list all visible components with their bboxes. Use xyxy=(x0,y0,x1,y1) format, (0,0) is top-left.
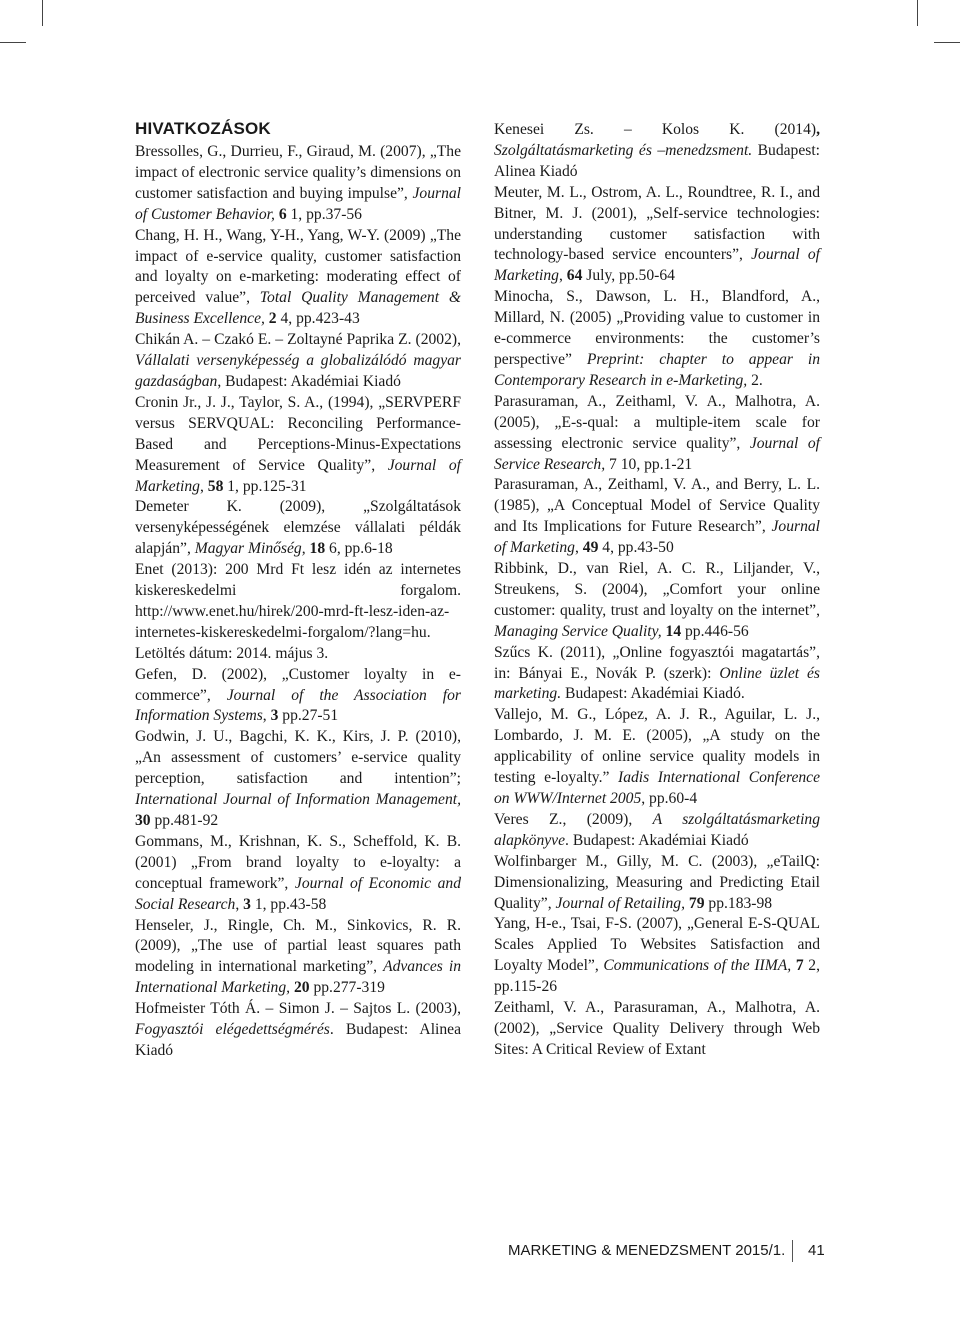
reference-bold-text: 20 xyxy=(293,979,310,997)
reference-italic-text: Journal of Customer Behavior, xyxy=(135,184,461,223)
reference-text: 1, pp.43-58 xyxy=(250,895,327,913)
reference-entry xyxy=(494,392,820,476)
reference-text: , xyxy=(199,477,208,495)
reference-text: Hofmeister Tóth Á. – Simon J. – Sajtos L. (2003), xyxy=(135,1000,461,1018)
reference-italic-text: Managing Service Quality, xyxy=(494,622,662,640)
reference-text: Yang, H-e., Tsai, F-S. (2007), „General E-S-QUAL Scales Applied To Websites Satisfaction and Loyalty Model”, xyxy=(494,915,820,975)
reference-text: 1, pp.125-31 xyxy=(223,477,307,495)
reference-text: 4, pp.423-43 xyxy=(276,310,360,328)
reference-text: , Budapest: Akadémiai Kiadó xyxy=(217,372,401,390)
reference-text: Bressolles, G., Durrieu, F., Giraud, M. (2007), „The impact of electronic service quality’s dimensions on customer satisfaction and buying impulse”, xyxy=(135,143,461,202)
reference-entry xyxy=(494,559,820,643)
reference-italic-text: A szolgáltatásmarketing alapkönyve xyxy=(494,810,820,849)
crop-mark-top-right-horizontal xyxy=(934,42,960,43)
reference-text: pp.446-56 xyxy=(681,622,749,640)
reference-text: Zeithaml, V. A., Parasuraman, A., Malhotra, A. (2002), „Service Quality Delivery through Web Sites: A Critical Review of Extant xyxy=(494,999,820,1058)
reference-text: , xyxy=(262,707,271,725)
reference-text: Demeter K. (2009), „Szolgáltatások versenyképességének elemzése vállalati példák alapján”, xyxy=(135,498,461,558)
reference-entry xyxy=(135,832,461,916)
footer-journal-title: MARKETING & MENEDZSMENT 2015/1. xyxy=(508,1242,786,1259)
reference-entry xyxy=(494,914,820,998)
reference-text: 6, pp.6-18 xyxy=(325,540,393,558)
reference-italic-text: Online üzlet és marketing. xyxy=(494,664,820,703)
references-left-column xyxy=(135,142,461,1062)
reference-text: 2. xyxy=(747,371,763,389)
reference-text: 4, pp.43-50 xyxy=(598,539,674,557)
reference-italic-text: International Journal of Information Management, xyxy=(135,791,461,809)
reference-text: Budapest: Akadémiai Kiadó. xyxy=(561,685,745,703)
reference-text: Ribbink, D., van Riel, A. C. R., Liljander, V., Streukens, S. (2004), „Comfort your online customer: quality, trust and loyalty on the internet”, xyxy=(494,560,820,619)
reference-italic-text: Journal of Marketing xyxy=(494,246,820,285)
reference-italic-text: Journal of Retailing, xyxy=(555,894,686,912)
reference-text: Henseler, J., Ringle, Ch. M., Sinkovics, R. R. (2009), „The use of partial least squares path modeling in international marketing”, xyxy=(135,916,461,976)
reference-bold-text: 58 xyxy=(207,477,224,495)
reference-bold-text: 7 xyxy=(795,957,804,975)
reference-bold-text: 79 xyxy=(688,894,705,912)
reference-entry xyxy=(135,226,461,331)
reference-entry xyxy=(135,727,461,832)
reference-entry xyxy=(135,393,461,498)
reference-entry xyxy=(494,998,820,1061)
reference-text: Parasuraman, A., Zeithaml, V. A., Malhotra, A. (2005), „E-s-qual: a multiple-item scale for assessing electronic service quality”, xyxy=(494,392,820,452)
footer-separator xyxy=(792,1240,793,1262)
reference-entry xyxy=(494,183,820,288)
reference-text: , xyxy=(558,267,567,285)
reference-italic-text: Advances in International Marketing, xyxy=(135,958,461,997)
reference-text: July, pp.50-64 xyxy=(582,267,675,285)
reference-entry xyxy=(135,916,461,1000)
reference-italic-text: Journal of Service Research, xyxy=(494,434,820,473)
reference-italic-text: Journal of the Association for Information Systems xyxy=(135,686,462,725)
reference-text: Minocha, S., Dawson, L. H., Blandford, A., Millard, N. (2005) „Providing value to customer in e-commerce environments: the customer’s perspective” xyxy=(494,288,820,368)
reference-text: , xyxy=(574,539,583,557)
reference-text: pp.183-98 xyxy=(704,894,773,912)
reference-text: . Budapest: Akadémiai Kiadó xyxy=(565,831,749,849)
reference-italic-text: Journal of Marketing xyxy=(494,518,820,557)
reference-italic-text: Szolgáltatásmarketing és –menedzsment. xyxy=(494,141,753,159)
crop-mark-top-left-horizontal xyxy=(0,42,26,43)
reference-text: Wolfinbarger M., Gilly, M. C. (2003), „eTailQ: Dimensionalizing, Measuring and Predicting Etail Quality”, xyxy=(494,852,820,912)
reference-text: Enet (2013): 200 Mrd Ft lesz idén az internetes kiskereskedelmi forgalom. http://www.enet.hu/hirek/200-mrd-ft-lesz-iden-az-internetes-kiskereskedelmi-forgalom/?lang=hu. Letöltés dátum: 2014. május 3. xyxy=(135,561,461,662)
reference-text: Veres Z., (2009), xyxy=(494,810,653,828)
crop-mark-top-left-vertical xyxy=(42,0,43,26)
reference-text: , xyxy=(235,895,244,913)
reference-italic-text: Vállalati versenyképesség a globalizálódó magyar gazdaságban xyxy=(135,352,461,390)
reference-text: 1, pp.37-56 xyxy=(286,205,362,223)
reference-bold-text: 3 xyxy=(270,707,279,725)
reference-italic-text: Fogyasztói elégedettségmérés xyxy=(135,1021,330,1039)
page-number: 41 xyxy=(808,1242,825,1259)
reference-text: Parasuraman, A., Zeithaml, V. A., and Berry, L. L. (1985), „A Conceptual Model of Service Quality and Its Implications for Future Research”, xyxy=(494,476,820,536)
reference-entry xyxy=(135,330,461,393)
crop-mark-top-right-vertical xyxy=(917,0,918,26)
reference-text: pp.481-92 xyxy=(150,812,219,829)
page-footer xyxy=(508,1238,826,1264)
reference-entry xyxy=(494,643,820,706)
reference-text: Chikán A. – Czakó E. – Zoltayné Paprika Z. (2002), xyxy=(135,331,461,349)
reference-entry xyxy=(135,497,461,560)
reference-text: Vallejo, M. G., López, A. J. R., Aguilar, L. J., Lombardo, J. M. E. (2005), „A study on the applicability of online service quality models in testing e-loyalty.” xyxy=(494,706,820,787)
reference-text: . Budapest: Alinea Kiadó xyxy=(135,1021,461,1059)
reference-entry xyxy=(135,142,461,226)
reference-italic-text: Iadis International Conference on WWW/Internet 2005 xyxy=(494,769,820,807)
reference-entry xyxy=(494,852,820,915)
reference-entry xyxy=(135,665,461,728)
reference-bold-text: , xyxy=(816,121,820,138)
reference-text: Meuter, M. L., Ostrom, A. L., Roundtree, R. I., and Bitner, M. J. (2001), „Self-service technologies: understanding customer satisfaction with technology-based service encounters”, xyxy=(494,183,820,264)
reference-text: Kenesei Zs. – Kolos K. (2014) xyxy=(494,121,817,138)
reference-text: pp.277-319 xyxy=(309,979,385,997)
references-heading: HIVATKOZÁSOK xyxy=(135,119,271,138)
reference-bold-text: 3 xyxy=(243,895,251,913)
reference-bold-text: 64 xyxy=(566,267,583,285)
reference-text: Cronin Jr., J. J., Taylor, S. A., (1994), „SERVPERF versus SERVQUAL: Reconciling Performance-Based and Perceptions-Minus-Expectations Measurement of Service Quality”, xyxy=(135,393,461,474)
reference-italic-text: Total Quality Management & Business Excellence, xyxy=(135,289,461,328)
reference-entry xyxy=(494,475,820,559)
reference-entry xyxy=(494,287,820,392)
reference-bold-text: 2 xyxy=(268,310,277,328)
reference-italic-text: Preprint: chapter to appear in Contemporary Research in e-Marketing, xyxy=(494,350,821,389)
reference-text: , pp.60-4 xyxy=(641,790,698,807)
reference-entry xyxy=(494,810,820,852)
reference-text: Chang, H. H., Wang, Y-H., Yang, W-Y. (2009) „The impact of e-service quality, customer satisfaction and loyalty on e-marketing: moderating effect of perceived value”, xyxy=(135,226,461,307)
reference-text: Gefen, D. (2002), „Customer loyalty in e-commerce”, xyxy=(135,665,461,704)
reference-text: Gommans, M., Krishnan, K. S., Scheffold, K. B. (2001) „From brand loyalty to e-loyalty: a conceptual framework”, xyxy=(135,832,461,892)
reference-text: 7 10, pp.1-21 xyxy=(605,455,693,473)
reference-italic-text: Journal of Economic and Social Research xyxy=(135,874,461,913)
reference-bold-text: 30 xyxy=(135,812,151,829)
reference-entry xyxy=(135,560,461,665)
reference-bold-text: 6 xyxy=(278,205,287,223)
reference-text: pp.27-51 xyxy=(278,707,339,725)
reference-text: Budapest: Alinea Kiadó xyxy=(494,141,820,180)
reference-italic-text: Journal of Marketing xyxy=(135,456,461,495)
reference-text: 2, pp.115-26 xyxy=(494,957,820,996)
reference-entry xyxy=(135,999,461,1062)
reference-italic-text: Magyar Minőség, xyxy=(194,540,306,558)
reference-entry xyxy=(494,120,820,183)
references-right-column xyxy=(494,120,820,1061)
reference-italic-text: Communications of the IIMA, xyxy=(603,957,792,975)
reference-text: Godwin, J. U., Bagchi, K. K., Kirs, J. P. (2010), „An assessment of customers’ e-service quality perception, satisfaction and intention”; xyxy=(135,728,461,788)
reference-bold-text: 49 xyxy=(582,539,599,557)
reference-bold-text: 14 xyxy=(665,622,682,640)
reference-entry xyxy=(494,705,820,810)
reference-bold-text: 18 xyxy=(309,540,326,558)
reference-text: Szűcs K. (2011), „Online fogyasztói magatartás”, in: Bányai E., Novák P. (szerk): xyxy=(494,643,820,682)
